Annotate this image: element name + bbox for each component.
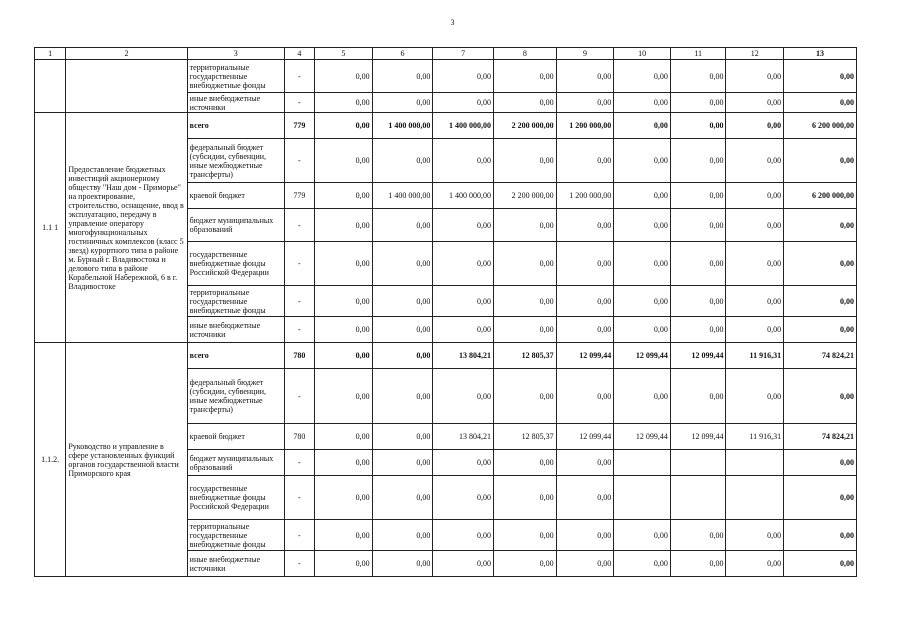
amount-cell: 0,00 <box>614 60 671 93</box>
amount-cell: 0,00 <box>726 183 784 209</box>
amount-cell: 0,00 <box>726 60 784 93</box>
amount-cell: 1 400 000,00 <box>372 113 433 139</box>
funding-source: бюджет муниципальных образований <box>187 450 284 476</box>
column-header: 13 <box>784 48 857 60</box>
amount-cell: 0,00 <box>315 317 373 343</box>
budget-code: 780 <box>284 424 314 450</box>
total-cell: 0,00 <box>784 242 857 286</box>
amount-cell: 0,00 <box>726 369 784 424</box>
amount-cell: 0,00 <box>670 60 726 93</box>
budget-code: - <box>284 450 314 476</box>
amount-cell: 0,00 <box>493 209 556 242</box>
amount-cell <box>726 450 784 476</box>
amount-cell: 0,00 <box>315 113 373 139</box>
row-number: 1.1.2. <box>35 343 66 577</box>
budget-code: - <box>284 551 314 577</box>
column-header: 3 <box>187 48 284 60</box>
amount-cell: 0,00 <box>372 476 433 520</box>
amount-cell: 0,00 <box>614 93 671 113</box>
page-number: 3 <box>450 18 455 27</box>
amount-cell: 0,00 <box>372 343 433 369</box>
amount-cell: 0,00 <box>433 60 494 93</box>
funding-source: государственные внебюджетные фонды Российской Федерации <box>187 476 284 520</box>
column-header: 4 <box>284 48 314 60</box>
funding-source: иные внебюджетные источники <box>187 317 284 343</box>
funding-source: территориальные государственные внебюджетные фонды <box>187 286 284 317</box>
budget-code: - <box>284 93 314 113</box>
amount-cell <box>614 450 671 476</box>
amount-cell: 0,00 <box>726 242 784 286</box>
column-header: 5 <box>315 48 373 60</box>
amount-cell: 0,00 <box>726 93 784 113</box>
amount-cell: 0,00 <box>493 242 556 286</box>
amount-cell: 0,00 <box>315 139 373 183</box>
amount-cell: 0,00 <box>556 317 614 343</box>
amount-cell: 0,00 <box>315 343 373 369</box>
amount-cell: 0,00 <box>493 551 556 577</box>
table-body <box>35 48 857 577</box>
amount-cell: 0,00 <box>670 113 726 139</box>
amount-cell <box>670 476 726 520</box>
total-cell: 0,00 <box>784 450 857 476</box>
budget-code: - <box>284 476 314 520</box>
amount-cell: 0,00 <box>726 113 784 139</box>
amount-cell: 0,00 <box>556 551 614 577</box>
amount-cell: 13 804,21 <box>433 343 494 369</box>
amount-cell: 0,00 <box>614 209 671 242</box>
amount-cell: 0,00 <box>433 476 494 520</box>
amount-cell: 0,00 <box>315 286 373 317</box>
amount-cell: 0,00 <box>670 209 726 242</box>
amount-cell: 0,00 <box>614 113 671 139</box>
amount-cell: 0,00 <box>670 317 726 343</box>
amount-cell: 2 200 000,00 <box>493 183 556 209</box>
amount-cell: 0,00 <box>315 60 373 93</box>
total-cell: 6 200 000,00 <box>784 113 857 139</box>
amount-cell: 0,00 <box>315 93 373 113</box>
total-cell: 0,00 <box>784 317 857 343</box>
funding-source: краевой бюджет <box>187 183 284 209</box>
budget-code: - <box>284 286 314 317</box>
amount-cell: 11 916,31 <box>726 343 784 369</box>
amount-cell: 0,00 <box>614 369 671 424</box>
amount-cell: 0,00 <box>372 317 433 343</box>
amount-cell: 0,00 <box>372 424 433 450</box>
amount-cell: 0,00 <box>372 242 433 286</box>
budget-code: - <box>284 242 314 286</box>
amount-cell: 0,00 <box>670 183 726 209</box>
amount-cell <box>614 476 671 520</box>
amount-cell: 0,00 <box>315 183 373 209</box>
amount-cell: 13 804,21 <box>433 424 494 450</box>
amount-cell: 0,00 <box>556 476 614 520</box>
total-cell: 0,00 <box>784 93 857 113</box>
amount-cell <box>726 476 784 520</box>
amount-cell: 1 400 000,00 <box>372 183 433 209</box>
amount-cell: 0,00 <box>556 520 614 551</box>
amount-cell: 0,00 <box>315 209 373 242</box>
amount-cell: 11 916,31 <box>726 424 784 450</box>
amount-cell: 0,00 <box>315 520 373 551</box>
amount-cell: 12 099,44 <box>556 424 614 450</box>
amount-cell: 0,00 <box>556 60 614 93</box>
total-cell: 74 824,21 <box>784 424 857 450</box>
amount-cell: 0,00 <box>372 286 433 317</box>
total-cell: 74 824,21 <box>784 343 857 369</box>
funding-source: всего <box>187 113 284 139</box>
amount-cell: 0,00 <box>670 520 726 551</box>
amount-cell: 1 200 000,00 <box>556 113 614 139</box>
amount-cell: 1 400 000,00 <box>433 183 494 209</box>
budget-code: 780 <box>284 343 314 369</box>
budget-code: - <box>284 317 314 343</box>
total-cell: 0,00 <box>784 520 857 551</box>
amount-cell: 0,00 <box>726 317 784 343</box>
column-header: 1 <box>35 48 66 60</box>
amount-cell: 12 099,44 <box>670 424 726 450</box>
funding-source: территориальные государственные внебюджетные фонды <box>187 520 284 551</box>
total-cell: 0,00 <box>784 286 857 317</box>
amount-cell: 0,00 <box>726 286 784 317</box>
amount-cell: 0,00 <box>556 286 614 317</box>
amount-cell: 0,00 <box>493 286 556 317</box>
amount-cell: 0,00 <box>556 450 614 476</box>
amount-cell: 0,00 <box>556 209 614 242</box>
header-row <box>35 48 857 60</box>
measure-description: Предоставление бюджетных инвестиций акционерному обществу "Наш дом - Приморье" на проектирование, строительство, оснащение, ввод в эксплуатацию, передачу в управление оператору многофункциональных гостиничных комплексов (класс 5 звезд) курортного типа в районе м. Бурный г. Владивостока и делового типа в районе Корабельной Набережной, 6 в г. Владивостоке <box>66 113 187 343</box>
amount-cell: 0,00 <box>670 369 726 424</box>
column-header: 6 <box>372 48 433 60</box>
amount-cell: 0,00 <box>614 139 671 183</box>
amount-cell: 0,00 <box>556 242 614 286</box>
total-cell: 0,00 <box>784 60 857 93</box>
amount-cell <box>670 450 726 476</box>
amount-cell: 12 805,37 <box>493 343 556 369</box>
total-cell: 0,00 <box>784 369 857 424</box>
amount-cell: 0,00 <box>433 450 494 476</box>
amount-cell: 0,00 <box>614 317 671 343</box>
amount-cell: 2 200 000,00 <box>493 113 556 139</box>
budget-code: - <box>284 520 314 551</box>
amount-cell: 0,00 <box>315 476 373 520</box>
amount-cell: 0,00 <box>670 139 726 183</box>
amount-cell: 12 805,37 <box>493 424 556 450</box>
amount-cell: 0,00 <box>493 520 556 551</box>
table-row <box>35 343 857 369</box>
amount-cell: 0,00 <box>614 520 671 551</box>
amount-cell: 0,00 <box>372 551 433 577</box>
budget-code: - <box>284 139 314 183</box>
amount-cell: 0,00 <box>556 93 614 113</box>
amount-cell: 0,00 <box>726 520 784 551</box>
amount-cell: 0,00 <box>493 60 556 93</box>
amount-cell: 12 099,44 <box>556 343 614 369</box>
amount-cell: 0,00 <box>670 93 726 113</box>
budget-code: - <box>284 60 314 93</box>
amount-cell: 0,00 <box>493 476 556 520</box>
amount-cell: 12 099,44 <box>614 424 671 450</box>
funding-source: бюджет муниципальных образований <box>187 209 284 242</box>
amount-cell: 0,00 <box>614 286 671 317</box>
amount-cell: 0,00 <box>433 139 494 183</box>
amount-cell: 0,00 <box>493 139 556 183</box>
amount-cell: 0,00 <box>315 369 373 424</box>
table-row <box>35 60 857 93</box>
total-cell: 0,00 <box>784 476 857 520</box>
amount-cell: 0,00 <box>726 551 784 577</box>
row-number: 1.1 1 <box>35 113 66 343</box>
amount-cell: 0,00 <box>670 242 726 286</box>
budget-code: - <box>284 369 314 424</box>
amount-cell: 0,00 <box>315 242 373 286</box>
table-row <box>35 113 857 139</box>
funding-source: государственные внебюджетные фонды Российской Федерации <box>187 242 284 286</box>
amount-cell: 1 400 000,00 <box>433 113 494 139</box>
amount-cell: 0,00 <box>433 369 494 424</box>
amount-cell: 12 099,44 <box>614 343 671 369</box>
budget-code: - <box>284 209 314 242</box>
column-header: 9 <box>556 48 614 60</box>
total-cell: 0,00 <box>784 139 857 183</box>
total-cell: 0,00 <box>784 551 857 577</box>
funding-source: краевой бюджет <box>187 424 284 450</box>
amount-cell: 0,00 <box>614 183 671 209</box>
amount-cell: 0,00 <box>614 242 671 286</box>
amount-cell: 0,00 <box>433 209 494 242</box>
column-header: 11 <box>670 48 726 60</box>
funding-source: федеральный бюджет (субсидии, субвенции, иные межбюджетные трансферты) <box>187 369 284 424</box>
amount-cell: 1 200 000,00 <box>556 183 614 209</box>
amount-cell: 0,00 <box>614 551 671 577</box>
amount-cell: 0,00 <box>433 317 494 343</box>
amount-cell: 0,00 <box>372 209 433 242</box>
amount-cell: 0,00 <box>433 520 494 551</box>
amount-cell: 0,00 <box>433 286 494 317</box>
amount-cell: 0,00 <box>433 242 494 286</box>
amount-cell: 0,00 <box>372 450 433 476</box>
amount-cell: 0,00 <box>493 317 556 343</box>
funding-source: иные внебюджетные источники <box>187 93 284 113</box>
column-header: 7 <box>433 48 494 60</box>
amount-cell: 0,00 <box>493 93 556 113</box>
amount-cell: 0,00 <box>670 286 726 317</box>
column-header: 8 <box>493 48 556 60</box>
funding-source: территориальные государственные внебюджетные фонды <box>187 60 284 93</box>
column-header: 2 <box>66 48 187 60</box>
amount-cell: 0,00 <box>372 520 433 551</box>
amount-cell: 12 099,44 <box>670 343 726 369</box>
amount-cell: 0,00 <box>315 551 373 577</box>
amount-cell: 0,00 <box>433 93 494 113</box>
column-header: 12 <box>726 48 784 60</box>
funding-source: иные внебюджетные источники <box>187 551 284 577</box>
budget-table <box>34 47 857 577</box>
funding-source: всего <box>187 343 284 369</box>
amount-cell: 0,00 <box>372 93 433 113</box>
amount-cell: 0,00 <box>433 551 494 577</box>
measure-description: Руководство и управление в сфере установленных функций органов государственной власти Приморского края <box>66 343 187 577</box>
amount-cell: 0,00 <box>315 450 373 476</box>
amount-cell: 0,00 <box>315 424 373 450</box>
amount-cell: 0,00 <box>372 60 433 93</box>
budget-code: 779 <box>284 183 314 209</box>
amount-cell: 0,00 <box>493 450 556 476</box>
total-cell: 6 200 000,00 <box>784 183 857 209</box>
amount-cell: 0,00 <box>556 369 614 424</box>
budget-code: 779 <box>284 113 314 139</box>
column-header: 10 <box>614 48 671 60</box>
amount-cell: 0,00 <box>726 209 784 242</box>
amount-cell: 0,00 <box>372 369 433 424</box>
empty-cell <box>66 60 187 113</box>
amount-cell: 0,00 <box>372 139 433 183</box>
total-cell: 0,00 <box>784 209 857 242</box>
amount-cell: 0,00 <box>493 369 556 424</box>
amount-cell: 0,00 <box>556 139 614 183</box>
amount-cell: 0,00 <box>670 551 726 577</box>
empty-cell <box>35 60 66 113</box>
funding-source: федеральный бюджет (субсидии, субвенции, иные межбюджетные трансферты) <box>187 139 284 183</box>
amount-cell: 0,00 <box>726 139 784 183</box>
